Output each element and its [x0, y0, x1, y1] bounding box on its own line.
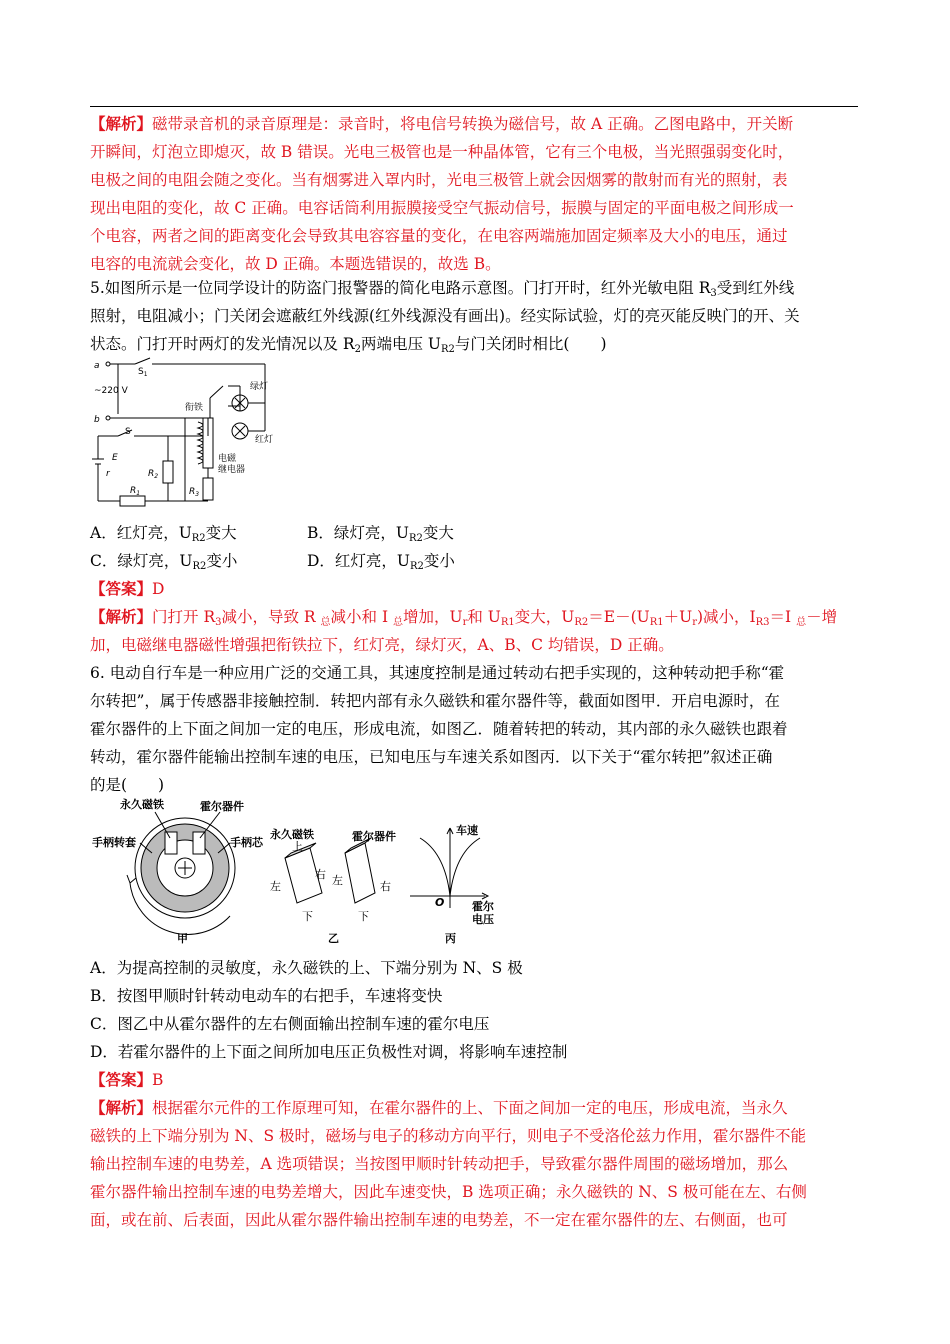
q5-option-d: D．红灯亮，$U_{R2}$变小 [307, 552, 455, 572]
svg-text:丙: 丙 [445, 932, 456, 945]
header-rule [90, 106, 858, 107]
svg-text:手柄转套: 手柄转套 [92, 836, 136, 849]
svg-text:甲: 甲 [177, 932, 188, 945]
q5-stem: 5.如图所示是一位同学设计的防盗门报警器的简化电路示意图。门打开时，红外光敏电阻 $R_3$受到红外线 照射，电阻减小；门关闭会遮蔽红外线源(红外线源没有画出)。经实际试验，灯的亮灭能反映门的开、关 状态。门打开时两灯的发光情况以及 $R_2$两端电压 $U_{R2}$与门关闭时相比( ) [90, 279, 800, 355]
q5-option-b: B．绿灯亮，$U_{R2}$变大 [307, 524, 454, 544]
svg-text:O: O [435, 896, 445, 909]
svg-text:R1: $R_1$ [130, 486, 141, 497]
svg-text:b: b [94, 415, 100, 425]
svg-text:霍尔器件: 霍尔器件 [352, 830, 396, 843]
q6-option-b: B．按图甲顺时针转动电动车的右把手，车速将变快 [90, 987, 443, 1005]
q5-circuit-diagram [90, 356, 290, 516]
q6-options [90, 954, 860, 1066]
svg-text:霍尔: 霍尔 [472, 900, 494, 913]
svg-text:下: 下 [302, 910, 313, 923]
svg-text:~220 V: ~220 V [94, 386, 128, 396]
q4-analysis: 【解析】磁带录音机的录音原理是：录音时，将电信号转换为磁信号，故 A 正确。乙图电路中，开关断 开瞬间，灯泡立即熄灭，故 B 错误。光电三极管也是一种晶体管，它有三个电极，当光照强弱变化时， 电极之间的电阻会随之变化。当有烟雾进入罩内时，光电三极管上就会因烟雾的散射而有光的照射，表 现出电阻的变化，故 C 正确。电容话筒利用振膜接受空气振动信号，振膜与固定的平面电极之间形成一 个电容，两者之间的距离变化会导致其电容容量的变化，在电容两端施加固定频率及大小的电压，通过 电容的电流就会变化，故 D 正确。本题选错误的，故选 B。 [90, 110, 860, 278]
svg-text:绿灯: 绿灯 [250, 382, 269, 392]
svg-text:左: 左 [270, 880, 281, 893]
svg-text:衔铁: 衔铁 [185, 403, 204, 413]
svg-text:右: 右 [315, 868, 326, 881]
svg-text:手柄芯: 手柄芯 [230, 836, 263, 849]
svg-text:电磁: 电磁 [218, 454, 237, 464]
q4-analysis-line: 电极之间的电阻会随之变化。当有烟雾进入罩内时，光电三极管上就会因烟雾的散射而有光的照射，表 [90, 171, 788, 189]
svg-text:永久磁铁: 永久磁铁 [270, 828, 314, 841]
svg-text:下: 下 [358, 910, 369, 923]
q5-option-c: C．绿灯亮，$U_{R2}$变小 [90, 552, 238, 572]
q6-option-d: D．若霍尔器件的上下面之间所加电压正负极性对调，将影响车速控制 [90, 1043, 568, 1061]
svg-text:红灯: 红灯 [255, 435, 274, 445]
svg-text:上: 上 [292, 840, 303, 853]
q6-answer: 【答案】B [90, 1070, 164, 1089]
svg-text:左: 左 [332, 874, 343, 887]
q5-analysis: 【解析】门打开 $R_3$减小，导致 R $_总$减小和 I $_总$增加，$U_r$和 $U_{R1}$变大，$U_{R2}=E-(U_{R1}+U_r)$减小，$I_{R3}=I$ $_总$－增 加，电磁继电器磁性增强把衔铁拉下，红灯亮，绿灯灭，A、B、C 均错误，D 正确。 [90, 607, 838, 654]
svg-text:车速: 车速 [456, 824, 478, 837]
q5-option-a: A．红灯亮，$U_{R2}$变大 [90, 524, 237, 544]
q6-option-a: A．为提高控制的灵敏度，永久磁铁的上、下端分别为 N、S 极 [90, 959, 523, 977]
q5-answer: 【答案】D [90, 579, 165, 598]
q4-analysis-line: 个电容，两者之间的距离变化会导致其电容容量的变化，在电容两端施加固定频率及大小的电压，通过 [90, 227, 788, 245]
svg-text:右: 右 [380, 880, 391, 893]
q4-analysis-line: 开瞬间，灯泡立即熄灭，故 B 错误。光电三极管也是一种晶体管，它有三个电极，当光照强弱变化时， [90, 143, 794, 161]
svg-text:S: S [125, 427, 131, 437]
svg-text:a: a [94, 361, 100, 371]
svg-text:E: E [112, 453, 118, 463]
svg-text:r: r [106, 469, 110, 479]
svg-text:继电器: 继电器 [218, 465, 246, 475]
q6-figure [90, 798, 510, 948]
svg-text:R3: $R_3$ [189, 487, 200, 498]
svg-text:乙: 乙 [328, 932, 339, 945]
q6-analysis: 【解析】根据霍尔元件的工作原理可知，在霍尔器件的上、下面之间加一定的电压，形成电流，当永久 磁铁的上下端分别为 N、S 极时，磁场与电子的移动方向平行，则电子不受洛伦兹力作用，霍尔器件不能 输出控制车速的电势差，A 选项错误；当按图甲顺时针转动把手，导致霍尔器件周围的磁场增加，那么 霍尔器件输出控制车速的电势差增大，因此车速变快，B 选项正确；永久磁铁的 N、S 极可能在左、右侧 面，或在前、后表面，因此从霍尔器件输出控制车速的电势差，不一定在霍尔器件的左、右侧面，也可 [90, 1098, 807, 1229]
svg-text:S1: $S_1$ [138, 367, 148, 378]
q4-analysis-line: 现出电阻的变化，故 C 正确。电容话筒利用振膜接受空气振动信号，振膜与固定的平面电极之间形成一 [90, 199, 794, 217]
q6-option-c: C．图乙中从霍尔器件的左右侧面输出控制车速的霍尔电压 [90, 1015, 490, 1033]
q6-stem: 6. 电动自行车是一种应用广泛的交通工具，其速度控制是通过转动右把手实现的，这种转动把手称“霍 尔转把”，属于传感器非接触控制．转把内部有永久磁铁和霍尔器件等，截面如图甲．开启电源时，在 霍尔器件的上下面之间加一定的电压，形成电流，如图乙．随着转把的转动，其内部的永久磁铁也跟着 转动，霍尔器件能输出控制车速的电压，已知电压与车速关系如图丙．以下关于“霍尔转把”叙述正确 的是( ) [90, 664, 788, 794]
svg-text:霍尔器件: 霍尔器件 [200, 800, 244, 813]
svg-text:永久磁铁: 永久磁铁 [120, 798, 164, 811]
svg-text:电压: 电压 [472, 913, 494, 926]
q4-analysis-line: 磁带录音机的录音原理是：录音时，将电信号转换为磁信号，故 A 正确。乙图电路中，开关断 [152, 115, 794, 133]
q4-analysis-line: 电容的电流就会变化，故 D 正确。本题选错误的，故选 B。 [90, 255, 501, 273]
svg-text:R2: $R_2$ [148, 469, 159, 480]
